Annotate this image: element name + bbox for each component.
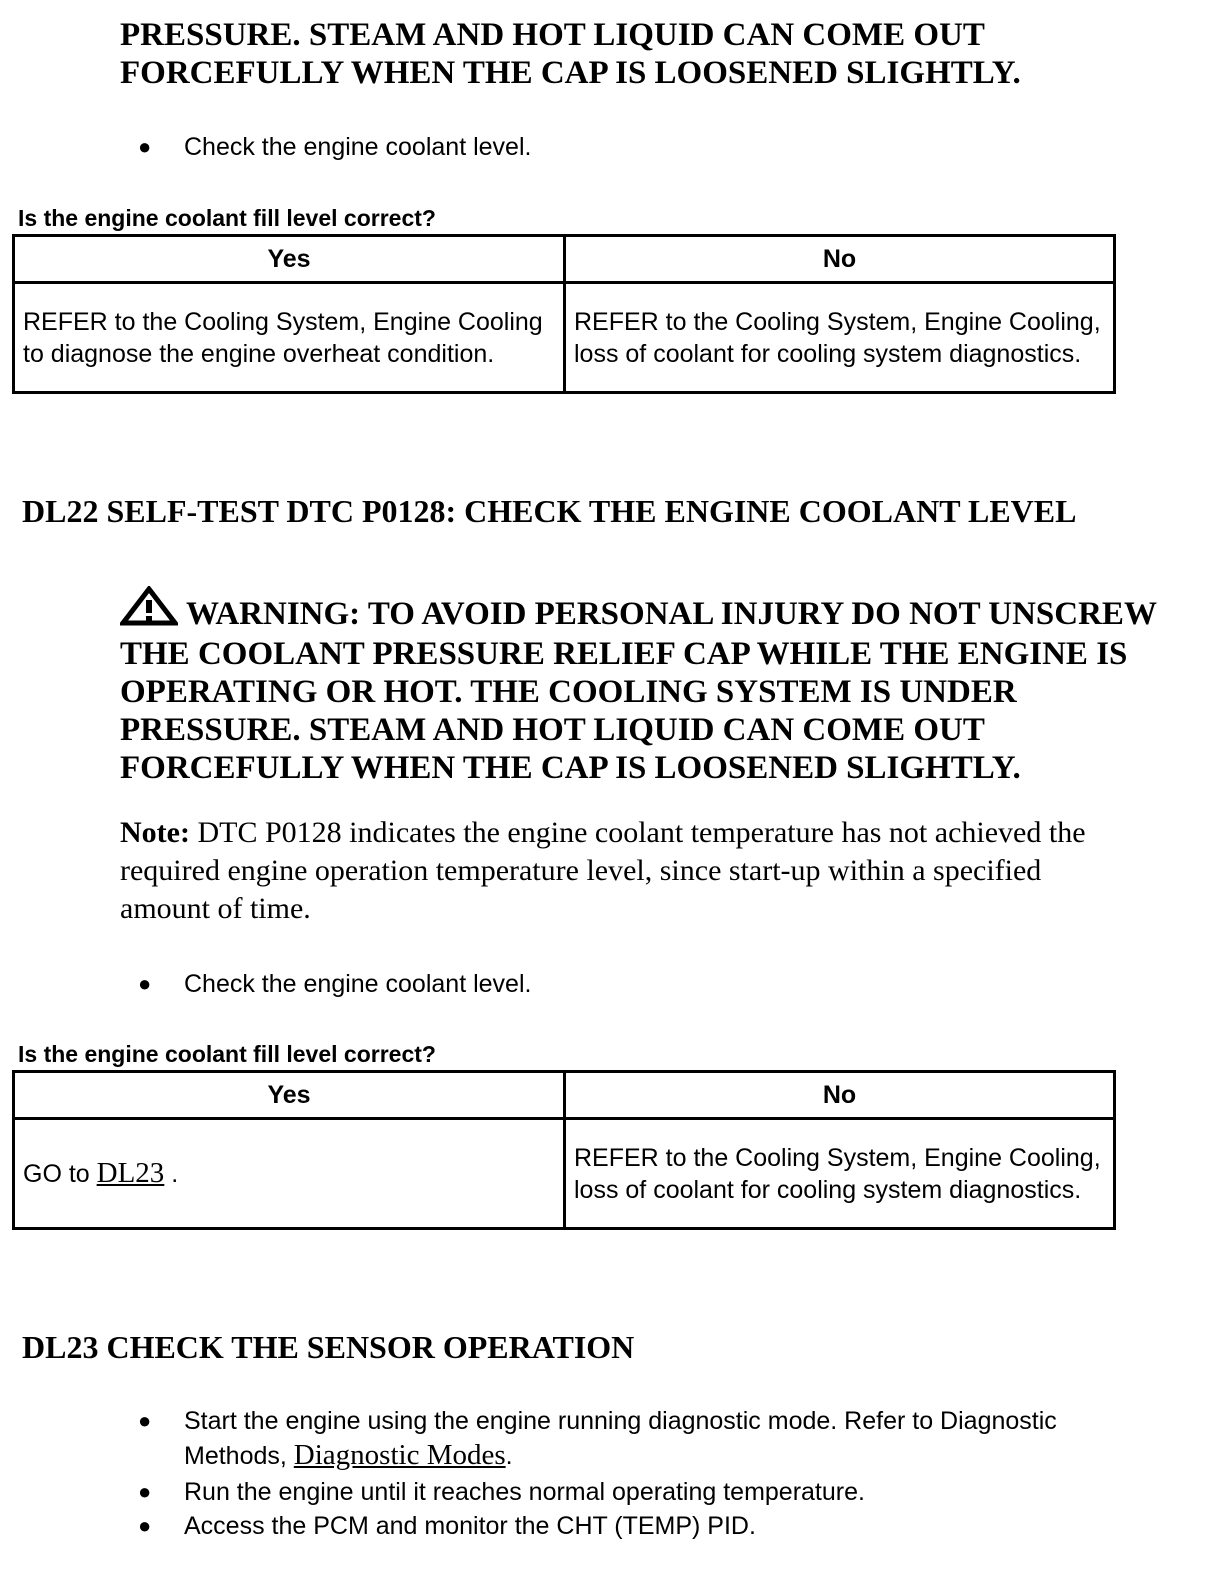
note-line: amount of time. bbox=[120, 892, 311, 925]
note-text: DTC P0128 indicates the engine coolant temperature has not achieved the bbox=[197, 816, 1086, 849]
warning-line: FORCEFULLY WHEN THE CAP IS LOOSENED SLIGHTLY. bbox=[120, 55, 1021, 91]
no-cell: REFER to the Cooling System, Engine Cooling, loss of coolant for cooling system diagnostics. bbox=[565, 283, 1115, 393]
bullet-text: Methods, bbox=[184, 1442, 287, 1470]
note-label: Note: bbox=[120, 816, 190, 849]
question-label: Is the engine coolant fill level correct? bbox=[18, 205, 436, 231]
decision-table bbox=[12, 234, 1116, 394]
note-line bbox=[120, 814, 1086, 852]
bullet-icon: ● bbox=[138, 134, 152, 159]
list-item bbox=[138, 967, 532, 1001]
bullet-text: Start the engine using the engine running diagnostic mode. Refer to Diagnostic bbox=[184, 1407, 1057, 1435]
dl23-bullets bbox=[138, 1404, 1194, 1543]
dl22-note bbox=[120, 814, 1086, 928]
bullet-text: Check the engine coolant level. bbox=[184, 970, 532, 998]
note-line: required engine operation temperature level, since start-up within a specified bbox=[120, 854, 1042, 887]
warning-line: FORCEFULLY WHEN THE CAP IS LOOSENED SLIGHTLY. bbox=[120, 750, 1021, 786]
list-item bbox=[138, 1404, 1194, 1473]
section-heading-dl22: DL22 SELF-TEST DTC P0128: CHECK THE ENGINE COOLANT LEVEL bbox=[22, 493, 1077, 529]
section-heading-dl23: DL23 CHECK THE SENSOR OPERATION bbox=[22, 1329, 635, 1365]
warning-triangle-icon bbox=[120, 586, 178, 635]
no-header: No bbox=[565, 1072, 1115, 1119]
dl22-warning bbox=[120, 586, 1157, 787]
warning-line: PRESSURE. STEAM AND HOT LIQUID CAN COME OUT bbox=[120, 17, 985, 53]
bullet-icon: ● bbox=[138, 1479, 152, 1504]
yes-suffix: . bbox=[171, 1160, 179, 1188]
list-item bbox=[138, 1475, 1194, 1509]
section1-bullets bbox=[138, 130, 532, 164]
yes-header: Yes bbox=[14, 236, 565, 283]
yes-cell bbox=[14, 1119, 565, 1229]
warning-line: THE COOLANT PRESSURE RELIEF CAP WHILE THE ENGINE IS bbox=[120, 636, 1128, 672]
warning-line: OPERATING OR HOT. THE COOLING SYSTEM IS UNDER bbox=[120, 674, 1017, 710]
bullet-suffix: . bbox=[505, 1442, 513, 1470]
diagnostic-modes-link[interactable]: Diagnostic Modes bbox=[293, 1439, 506, 1471]
bullet-icon: ● bbox=[138, 1513, 152, 1538]
dl22-bullets bbox=[138, 967, 532, 1001]
yes-text: GO to bbox=[23, 1160, 90, 1188]
yes-cell: REFER to the Cooling System, Engine Cooling to diagnose the engine overheat condition. bbox=[14, 283, 565, 393]
top-warning bbox=[120, 16, 1021, 92]
dl23-link[interactable]: DL23 bbox=[96, 1157, 165, 1189]
no-header: No bbox=[565, 236, 1115, 283]
bullet-icon: ● bbox=[138, 971, 152, 996]
list-item bbox=[138, 130, 532, 164]
list-item bbox=[138, 1509, 1194, 1543]
no-cell: REFER to the Cooling System, Engine Cooling, loss of coolant for cooling system diagnostics. bbox=[565, 1119, 1115, 1229]
bullet-text: Access the PCM and monitor the CHT (TEMP) PID. bbox=[184, 1512, 756, 1540]
yes-header: Yes bbox=[14, 1072, 565, 1119]
bullet-text: Check the engine coolant level. bbox=[184, 133, 532, 161]
warning-text: WARNING: TO AVOID PERSONAL INJURY DO NOT UNSCREW bbox=[186, 596, 1157, 632]
bullet-text: Run the engine until it reaches normal operating temperature. bbox=[184, 1478, 865, 1506]
question-label: Is the engine coolant fill level correct? bbox=[18, 1041, 436, 1067]
warning-line bbox=[120, 586, 1157, 635]
warning-line: PRESSURE. STEAM AND HOT LIQUID CAN COME OUT bbox=[120, 712, 985, 748]
decision-table bbox=[12, 1070, 1116, 1230]
bullet-icon: ● bbox=[138, 1408, 152, 1433]
